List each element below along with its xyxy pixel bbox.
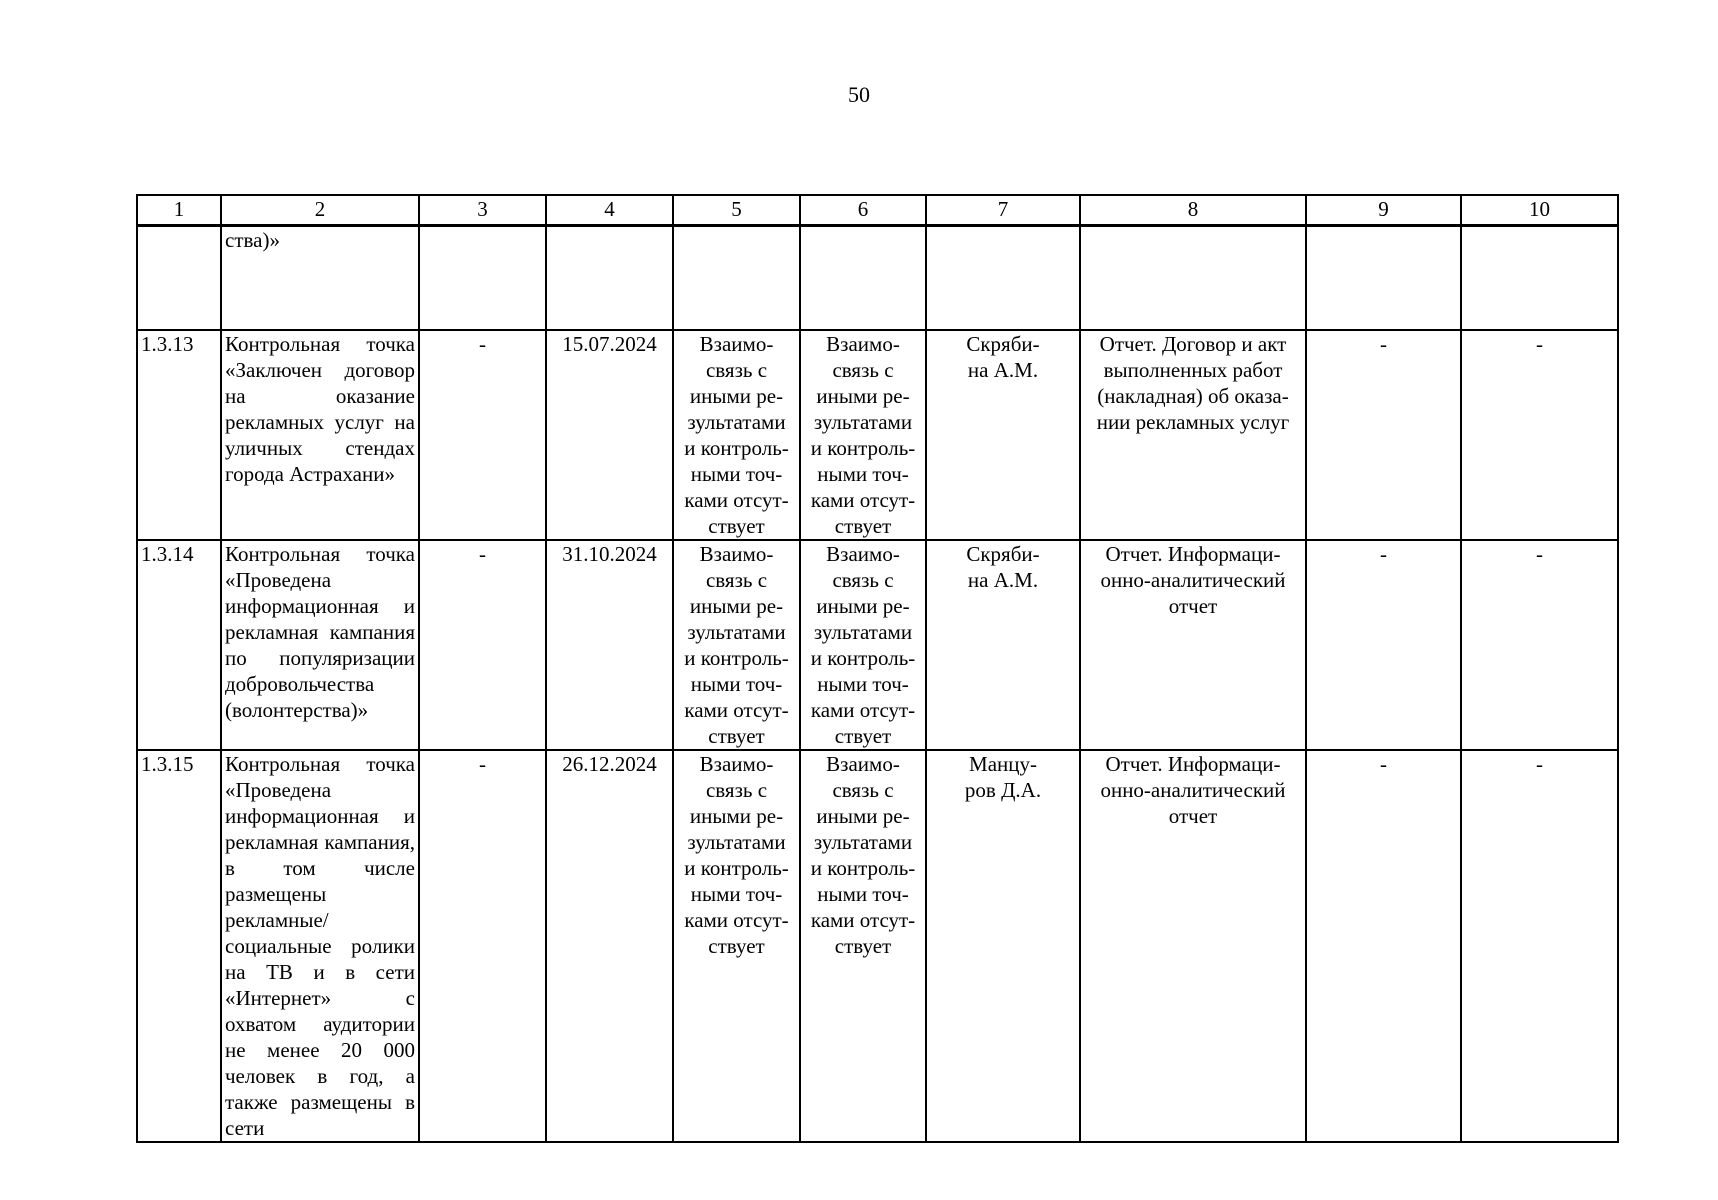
- header-col-1: 1: [137, 195, 221, 226]
- table-row: [137, 330, 1618, 540]
- cell-date: 15.07.2024: [546, 330, 673, 540]
- cell-name: ства)»: [221, 226, 419, 331]
- header-col-7: 7: [926, 195, 1080, 226]
- cell-name: Контрольная точка «Заключен договор на оказание рекламных услуг на уличных стендах города Астрахани»: [221, 330, 419, 540]
- cell-responsible: Манцу- ров Д.А.: [926, 750, 1080, 1142]
- cell-col-9: -: [1306, 540, 1461, 750]
- header-col-9: 9: [1306, 195, 1461, 226]
- cell-document: Отчет. Информаци- онно-аналитический отчет: [1080, 750, 1306, 1142]
- cell-document: [1080, 226, 1306, 331]
- cell-col-6: Взаимо- связь с иными ре- зультатами и контроль- ными точ- ками отсут- ствует: [800, 540, 926, 750]
- header-col-5: 5: [673, 195, 800, 226]
- cell-col-10: -: [1461, 750, 1618, 1142]
- table-row-continuation: [137, 226, 1618, 331]
- cell-col-5: Взаимо- связь с иными ре- зультатами и контроль- ными точ- ками отсут- ствует: [673, 750, 800, 1142]
- cell-document: Отчет. Информаци- онно-аналитический отчет: [1080, 540, 1306, 750]
- cell-date: 26.12.2024: [546, 750, 673, 1142]
- cell-col-6: Взаимо- связь с иными ре- зультатами и контроль- ными точ- ками отсут- ствует: [800, 330, 926, 540]
- cell-col-10: -: [1461, 540, 1618, 750]
- cell-col-6: [800, 226, 926, 331]
- cell-col-5: [673, 226, 800, 331]
- cell-number: 1.3.13: [137, 330, 221, 540]
- cell-col-3: -: [419, 330, 546, 540]
- cell-col-5: Взаимо- связь с иными ре- зультатами и контроль- ными точ- ками отсут- ствует: [673, 330, 800, 540]
- header-col-6: 6: [800, 195, 926, 226]
- header-col-8: 8: [1080, 195, 1306, 226]
- cell-col-10: -: [1461, 330, 1618, 540]
- page-number: 50: [848, 82, 870, 107]
- header-row: [137, 195, 1618, 226]
- cell-number: 1.3.15: [137, 750, 221, 1142]
- cell-col-9: [1306, 226, 1461, 331]
- table-header: [137, 195, 1618, 226]
- header-col-4: 4: [546, 195, 673, 226]
- cell-document: Отчет. Договор и акт выполненных работ (накладная) об оказа- нии рекламных услуг: [1080, 330, 1306, 540]
- cell-col-6: Взаимо- связь с иными ре- зультатами и контроль- ными точ- ками отсут- ствует: [800, 750, 926, 1142]
- cell-name: Контрольная точка «Проведена информационная и рекламная кампания, в том числе размещены рекламные/ социальные ролики на ТВ и в сети «Интернет» с охватом аудитории не менее 20 000 человек в год, а также размещены в сети: [221, 750, 419, 1142]
- cell-date: 31.10.2024: [546, 540, 673, 750]
- cell-col-5: Взаимо- связь с иными ре- зультатами и контроль- ными точ- ками отсут- ствует: [673, 540, 800, 750]
- header-col-2: 2: [221, 195, 419, 226]
- cell-col-10: [1461, 226, 1618, 331]
- cell-col-3: [419, 226, 546, 331]
- cell-responsible: Скряби- на А.М.: [926, 330, 1080, 540]
- cell-col-9: -: [1306, 330, 1461, 540]
- table-row: [137, 540, 1618, 750]
- header-col-3: 3: [419, 195, 546, 226]
- cell-responsible: Скряби- на А.М.: [926, 540, 1080, 750]
- control-points-table: [136, 194, 1619, 1143]
- cell-number: [137, 226, 221, 331]
- cell-col-3: -: [419, 750, 546, 1142]
- table-row: [137, 750, 1618, 1142]
- cell-col-9: -: [1306, 750, 1461, 1142]
- cell-name: Контрольная точка «Проведена информационная и рекламная кампания по популяризации добровольчества (волонтерства)»: [221, 540, 419, 750]
- cell-responsible: [926, 226, 1080, 331]
- cell-number: 1.3.14: [137, 540, 221, 750]
- cell-date: [546, 226, 673, 331]
- header-col-10: 10: [1461, 195, 1618, 226]
- cell-col-3: -: [419, 540, 546, 750]
